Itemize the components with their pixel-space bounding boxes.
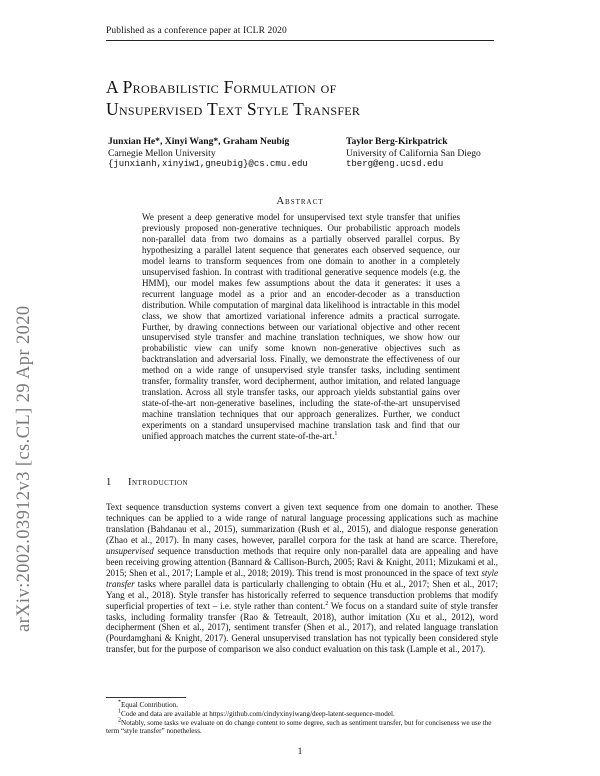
abstract-heading: Abstract — [276, 196, 324, 207]
footnote-mark: * — [118, 699, 121, 706]
footnote-ref: 2 — [325, 600, 329, 607]
footnote — [106, 710, 498, 719]
author-email: tberg@eng.ucsd.edu — [346, 159, 444, 169]
author-affiliation: Carnegie Mellon University — [108, 147, 216, 159]
arxiv-stamp — [14, 152, 38, 632]
section-number: 1 — [106, 477, 112, 488]
intro-text-4: We focus on a standard suite of style transfer tasks, including formality transfer (Rao & Tetreault, 2018), author imitation (Xu et al., 2012), word decipherment (Shen et al., 2017), sentiment transfer (Shen et al., 2017), and related language translation (Pourdamghani & Knight, 2017). General unsupervised translation has not typically been considered style transfer, but for the purpose of comparison we also conduct evaluation on this task (Lample et al., 2017). — [106, 600, 498, 655]
author-names: Junxian He*, Xinyi Wang*, Graham Neubig — [108, 136, 290, 147]
running-header: Published as a conference paper at ICLR 2020 — [106, 26, 287, 36]
intro-text-2: sequence transduction methods that require only non-parallel data are appealing and have been receiving growing attention (Bannard & Callison-Burch, 2005; Ravi & Knight, 2011; Mizukami et al., 2015; Shen et al., 2017; Lample et al., 2018; 2019). This trend is most pronounced in the space of text — [106, 545, 498, 578]
author-affiliation: University of California San Diego — [346, 147, 481, 159]
intro-emphasis-1: unsupervised — [106, 545, 154, 556]
footnote-text: Code and data are available at https://github.com/cindyxinyiwang/deep-latent-sequence-model. — [121, 709, 395, 718]
footnote-ref: 1 — [334, 431, 338, 438]
intro-emphasis-2: style transfer — [106, 567, 498, 589]
title-line-2: Unsupervised Text Style Transfer — [106, 99, 361, 119]
paper-title — [106, 76, 506, 120]
footnote — [106, 701, 498, 710]
footnote — [106, 719, 498, 737]
intro-text-3: tasks where parallel data is particularly challenging to obtain (Hu et al., 2017; Shen et al., 2017; Yang et al., 2018). Style transfer has historically referred to sequence transduction problems that modify superficial properties of text – i.e. style rather than content. — [106, 578, 498, 611]
author-names: Taylor Berg-Kirkpatrick — [346, 136, 448, 147]
author-block-1 — [108, 136, 308, 171]
author-block-2 — [346, 136, 481, 171]
footnotes — [106, 701, 498, 736]
intro-paragraph — [106, 502, 498, 655]
footnote-text: Equal Contribution. — [121, 701, 179, 709]
arxiv-stamp-text: arXiv:2002.03912v3 [cs.CL] 29 Apr 2020 — [14, 305, 34, 632]
section-title: Introduction — [128, 477, 189, 488]
author-email: {junxianh,xinyiw1,gneubig}@cs.cmu.edu — [108, 159, 308, 169]
footnote-text: Notably, some tasks we evaluate on do change content to some degree, such as sentiment transfer, but for conciseness we use the term “style transfer” nonetheless. — [106, 718, 492, 736]
intro-text-1: Text sequence transduction systems convert a given text sequence from one domain to another. These techniques can be applied to a wide range of natural language processing applications such as machine translation (Bahdanau et al., 2015), summarization (Rush et al., 2015), and dialogue response generation (Zhao et al., 2017). In many cases, however, parallel corpora for the task at hand are scarce. Therefore, — [106, 502, 498, 545]
abstract-text: We present a deep generative model for unsupervised text style transfer that unifies previously proposed non-generative techniques. Our probabilistic approach models non-parallel data from two domains as a partially observed parallel corpus. By hypothesizing a parallel latent sequence that generates each observed sequence, our model learns to transform sequences from one domain to another in a completely unsupervised fashion. In contrast with traditional generative sequence models (e.g. the HMM), our model makes few assumptions about the data it generates: it uses a recurrent language model as a prior and an encoder-decoder as a transduction distribution. While computation of marginal data likelihood is intractable in this model class, we show that amortized variational inference admits a practical surrogate. Further, by drawing connections between our variational objective and other recent unsupervised style transfer and machine translation techniques, we show how our probabilistic view can unify some known non-generative objectives such as backtranslation and adversarial loss. Finally, we demonstrate the effectiveness of our method on a wide range of unsupervised style transfer tasks, including sentiment transfer, formality transfer, word decipherment, author imitation, and related language translation. Across all style transfer tasks, our approach yields substantial gains over state-of-the-art non-generative baselines, including the state-of-the-art unsupervised machine translation techniques that our approach generalizes. Further, we conduct experiments on a standard unsupervised machine translation task and find that our unified approach matches the current state-of-the-art. — [142, 212, 460, 442]
footnote-rule — [106, 697, 186, 698]
header-rule — [106, 40, 494, 41]
footnote-mark: 1 — [118, 708, 121, 715]
title-line-1: A Probabilistic Formulation of — [106, 77, 337, 97]
section-heading — [106, 477, 188, 488]
footnote-mark: 2 — [118, 717, 121, 724]
abstract-body — [142, 212, 460, 442]
page-number: 1 — [297, 747, 303, 757]
